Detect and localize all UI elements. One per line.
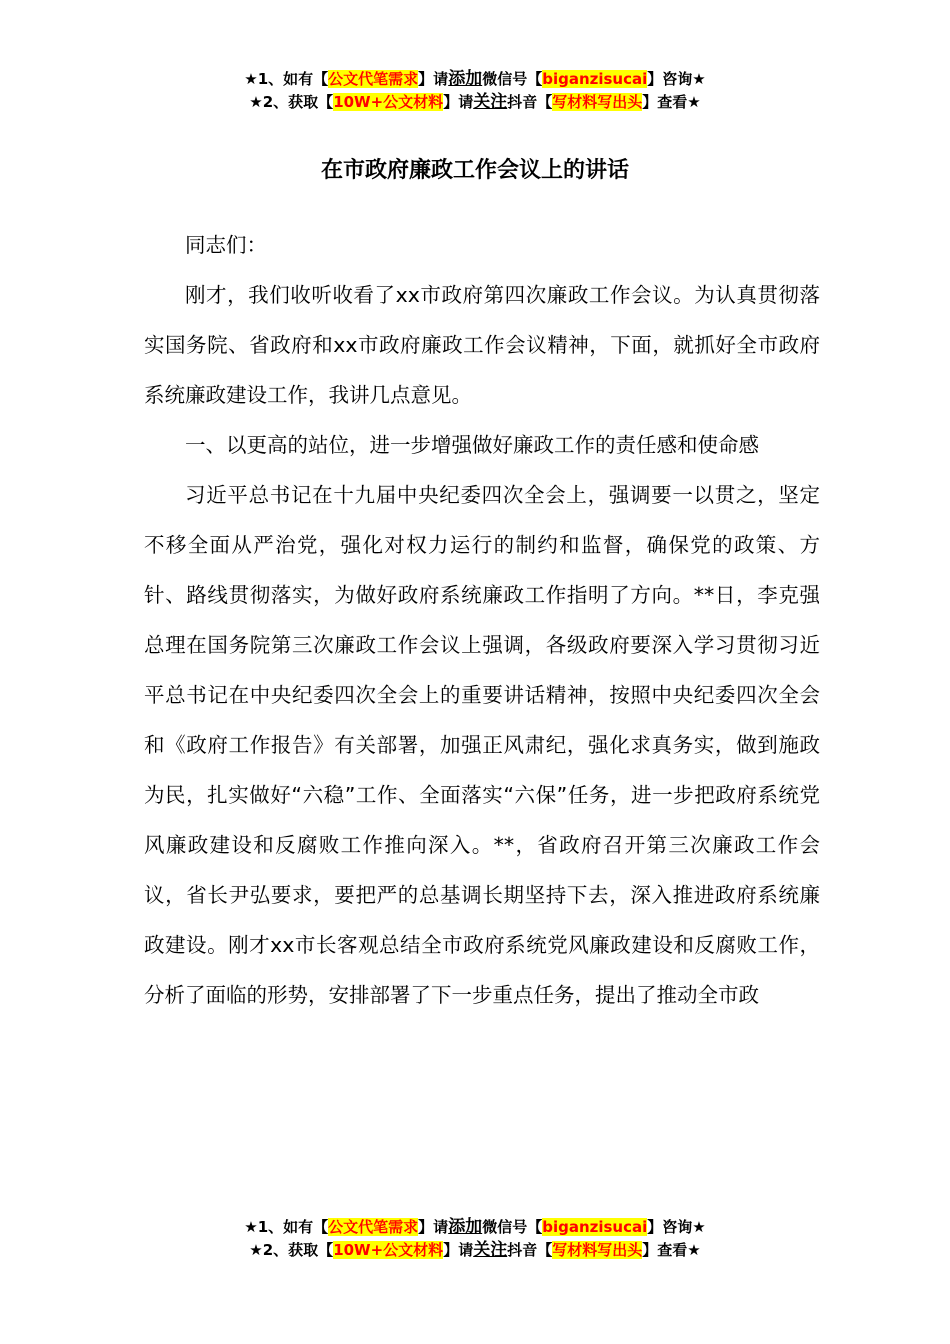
document-title: 在市政府廉政工作会议上的讲话: [320, 158, 629, 183]
header-banner: [0, 68, 950, 114]
follow-emphasis: 关注: [473, 1240, 508, 1260]
add-emphasis: 添加: [448, 1217, 483, 1237]
banner-line-1: ★1、如有【公文代笔需求】请添加微信号【biganzisucai】咨询★: [244, 69, 706, 89]
banner-line-1: ★1、如有【公文代笔需求】请添加微信号【biganzisucai】咨询★: [244, 1217, 706, 1237]
follow-emphasis: 关注: [473, 92, 508, 112]
document-body: [144, 220, 820, 1020]
section-heading: 一、以更高的站位，进一步增强做好廉政工作的责任感和使命感: [185, 433, 759, 457]
body-paragraph: 刚才，我们收听收看了xx市政府第四次廉政工作会议。为认真贯彻落实国务院、省政府和xx市政府廉政工作会议精神，下面，就抓好全市政府系统廉政建设工作，我讲几点意见。: [144, 283, 820, 407]
materials-highlight: 10W+公文材料: [333, 93, 444, 111]
service-highlight: 公文代笔需求: [328, 70, 419, 88]
douyin-account-highlight: 写材料写出头: [552, 93, 643, 111]
materials-highlight: 10W+公文材料: [333, 1241, 444, 1259]
banner-line-2: ★2、获取【10W+公文材料】请关注抖音【写材料写出头】查看★: [249, 1240, 701, 1260]
wechat-id-highlight: biganzisucai: [542, 70, 648, 88]
service-highlight: 公文代笔需求: [328, 1218, 419, 1236]
douyin-account-highlight: 写材料写出头: [552, 1241, 643, 1259]
salutation: 同志们：: [185, 233, 267, 257]
wechat-id-highlight: biganzisucai: [542, 1218, 648, 1236]
banner-line-2: ★2、获取【10W+公文材料】请关注抖音【写材料写出头】查看★: [249, 92, 701, 112]
footer-banner: [0, 1216, 950, 1262]
add-emphasis: 添加: [448, 69, 483, 89]
body-paragraph: 习近平总书记在十九届中央纪委四次全会上，强调要一以贯之，坚定不移全面从严治党，强化对权力运行的制约和监督，确保党的政策、方针、路线贯彻落实，为做好政府系统廉政工作指明了方向。**日，李克强总理在国务院第三次廉政工作会议上强调，各级政府要深入学习贯彻习近平总书记在中央纪委四次全会上的重要讲话精神，按照中央纪委四次全会和《政府工作报告》有关部署，加强正风肃纪，强化求真务实，做到施政为民，扎实做好“六稳”工作、全面落实“六保”任务，进一步把政府系统党风廉政建设和反腐败工作推向深入。**，省政府召开第三次廉政工作会议，省长尹弘要求，要把严的总基调长期坚持下去，深入推进政府系统廉政建设。刚才xx市长客观总结全市政府系统党风廉政建设和反腐败工作，分析了面临的形势，安排部署了下一步重点任务，提出了推动全市政: [144, 483, 820, 1007]
